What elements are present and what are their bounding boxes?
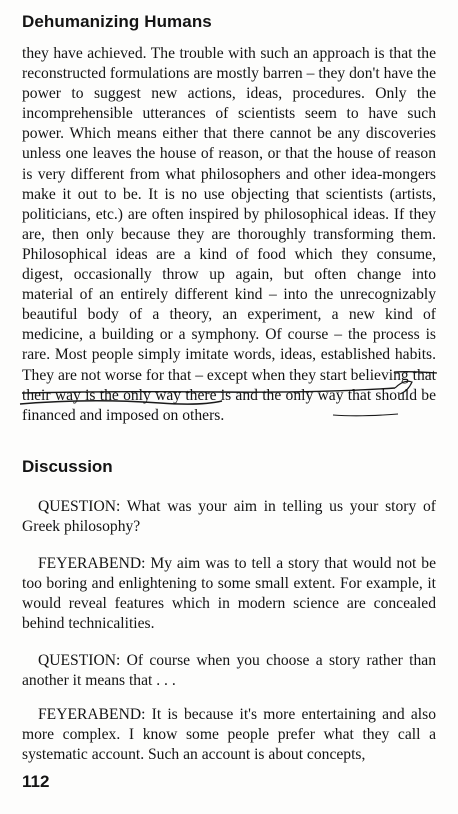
discussion-paragraph: FEYERABEND: It is because it's more entertaining and also more complex. I know some people prefer what they call a systematic account. Such an account is about concepts, bbox=[22, 706, 436, 764]
page-number: 112 bbox=[22, 772, 50, 791]
running-header: Dehumanizing Humans bbox=[22, 12, 212, 31]
discussion-paragraph: QUESTION: Of course when you choose a story rather than another it means that . . . bbox=[22, 652, 436, 690]
discussion-paragraph: QUESTION: What was your aim in telling us your story of Greek philosophy? bbox=[22, 498, 436, 536]
discussion-paragraph: FEYERABEND: My aim was to tell a story that would not be too boring and enlightening to some small extent. For example, it would reveal features which in modern science are concealed behind technicalities. bbox=[22, 555, 436, 633]
section-heading: Discussion bbox=[22, 457, 113, 476]
body-paragraph: they have achieved. The trouble with such an approach is that the reconstructed formulations are mostly barren – they don't have the power to suggest new actions, ideas, procedures. Only the incomprehensible utterances of scientists seem to have such power. Which means either that there cannot be any discoveries unless one leaves the house of reason, or that the house of reason is very different from what philosophers and other idea-mongers make it out to be. It is no use objecting that scientists (artists, politicians, etc.) are often inspired by philosophical ideas. If they are, then only because they are thoroughly transforming them. Philosophical ideas are a kind of food which they consume, digest, occasionally throw up again, but often change into material of an entirely different kind – into the unrecognizably beautiful body of a theory, an experiment, a new kind of medicine, a building or a symphony. Of course – the process is rare. Most people simply imitate words, ideas, established habits. They are not worse for that – except when they start believing that their way is the only way there is and the only way that should be financed and imposed on others. bbox=[22, 45, 436, 424]
